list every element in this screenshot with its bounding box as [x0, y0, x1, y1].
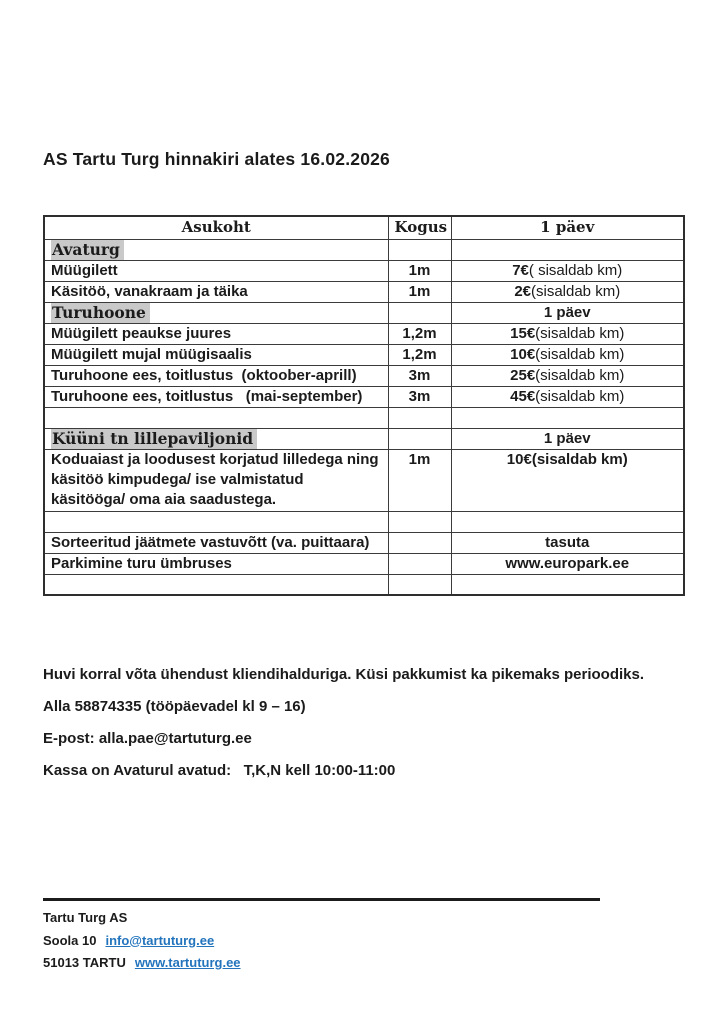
- cell-paev: 45€(sisaldab km): [451, 386, 684, 407]
- contact-hours: Kassa on Avaturul avatud: T,K,N kell 10:00-11:00: [43, 762, 396, 779]
- document-title: AS Tartu Turg hinnakiri alates 16.02.2026: [43, 149, 390, 169]
- footer-divider: [43, 898, 600, 901]
- cell-paev: tasuta: [451, 532, 684, 553]
- table-header-row: [44, 216, 684, 239]
- cell-paev: 25€(sisaldab km): [451, 365, 684, 386]
- table-row-item: [44, 260, 684, 281]
- col-header-paev: 1 päev: [451, 216, 684, 239]
- table-row-empty: [44, 407, 684, 428]
- cell-kogus: 3m: [388, 386, 451, 407]
- cell-paev: 2€(sisaldab km): [451, 281, 684, 302]
- contact-note: Huvi korral võta ühendust kliendihalduriga. Küsi pakkumist ka pikemaks perioodiks.: [43, 666, 645, 683]
- cell-asukoht: Turuhoone ees, toitlustus (mai-september): [44, 386, 388, 407]
- contact-email: E-post: alla.pae@tartuturg.ee: [43, 730, 252, 747]
- section-label: Turuhoone: [51, 303, 150, 323]
- footer-address-line-1: [43, 930, 683, 953]
- cell-kogus: 3m: [388, 365, 451, 386]
- footer-company: Tartu Turg AS: [43, 910, 128, 925]
- cell-paev: 10€(sisaldab km): [451, 449, 684, 511]
- footer: [43, 898, 683, 975]
- table-row-item: [44, 532, 684, 553]
- table-row-empty: [44, 574, 684, 595]
- table-row-item: [44, 281, 684, 302]
- contact-section: [43, 665, 693, 793]
- table-row-empty: [44, 511, 684, 532]
- cell-asukoht: Turuhoone ees, toitlustus (oktoober-aprill): [44, 365, 388, 386]
- price-table: [43, 215, 685, 596]
- cell-asukoht: Müügilett peaukse juures: [44, 323, 388, 344]
- cell-asukoht: Müügilett mujal müügisaalis: [44, 344, 388, 365]
- contact-phone: Alla 58874335 (tööpäevadel kl 9 – 16): [43, 698, 306, 715]
- col-header-asukoht: Asukoht: [44, 216, 388, 239]
- table-row-section-turuhoone: Turuhoone 1 päev: [44, 302, 684, 323]
- footer-address-line-2: [43, 952, 683, 975]
- cell-kogus: 1m: [388, 281, 451, 302]
- table-row-section-kyyni: Küüni tn lillepaviljonid 1 päev: [44, 428, 684, 449]
- cell-kogus: 1,2m: [388, 344, 451, 365]
- cell-asukoht: Käsitöö, vanakraam ja täika: [44, 281, 388, 302]
- cell-asukoht: Parkimine turu ümbruses: [44, 553, 388, 574]
- footer-website-link[interactable]: www.tartuturg.ee: [134, 955, 241, 970]
- footer-email-link[interactable]: info@tartuturg.ee: [105, 932, 215, 948]
- table-row-section-avaturg: [44, 239, 684, 260]
- cell-kogus: 1m: [388, 260, 451, 281]
- cell-paev: 15€(sisaldab km): [451, 323, 684, 344]
- cell-asukoht: Müügilett: [44, 260, 388, 281]
- col-header-kogus: Kogus: [388, 216, 451, 239]
- table-row-item: [44, 323, 684, 344]
- cell-paev: 10€(sisaldab km): [451, 344, 684, 365]
- table-row-item: [44, 344, 684, 365]
- section-label: Küüni tn lillepaviljonid: [51, 429, 257, 449]
- table-row-item: [44, 449, 684, 511]
- cell-paev: 7€( sisaldab km): [451, 260, 684, 281]
- table-row-item: [44, 553, 684, 574]
- footer-street: Soola 10: [43, 932, 97, 948]
- cell-paev: www.europark.ee: [451, 553, 684, 574]
- cell-asukoht: Sorteeritud jäätmete vastuvõtt (va. puittaara): [44, 532, 388, 553]
- section-label: Avaturg: [51, 240, 124, 260]
- footer-city: 51013 TARTU: [43, 955, 126, 970]
- cell-kogus: 1m: [388, 449, 451, 511]
- table-row-item: [44, 386, 684, 407]
- cell-kogus: 1,2m: [388, 323, 451, 344]
- cell-asukoht: Koduaiast ja loodusest korjatud lilledega ning käsitöö kimpudega/ ise valmistatud käsitööga/ oma aia saadustega.: [44, 449, 388, 511]
- table-row-item: [44, 365, 684, 386]
